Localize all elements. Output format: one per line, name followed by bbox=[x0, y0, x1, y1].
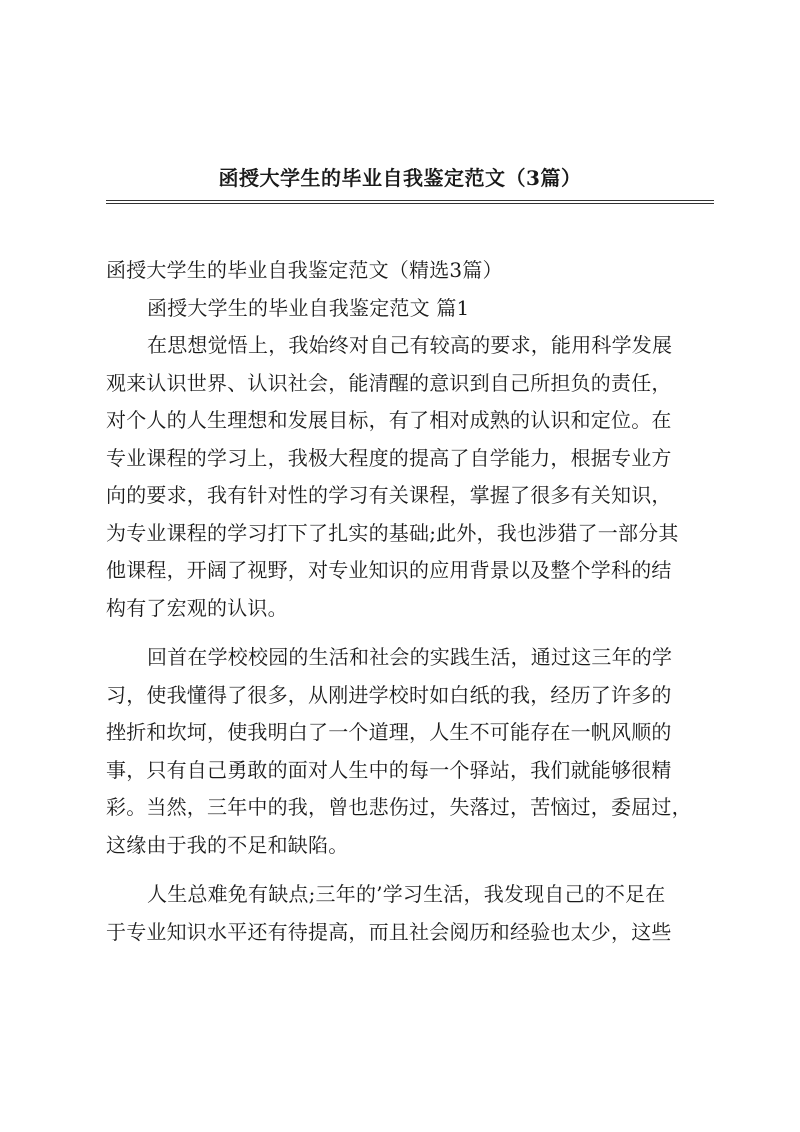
document-subtitle: 函授大学生的毕业自我鉴定范文（精选3篇） bbox=[106, 258, 503, 282]
paragraph-line: 事，只有自己勇敢的面对人生中的每一个驿站，我们就能够很精 bbox=[106, 757, 672, 782]
paragraph-line: 这缘由于我的不足和缺陷。 bbox=[106, 832, 349, 857]
paragraph-line: 人生总难免有缺点;三年的’学习生活，我发现自己的不足在 bbox=[147, 882, 666, 906]
paragraph-line: 为专业课程的学习打下了扎实的基础;此外，我也涉猎了一部分其 bbox=[106, 520, 679, 545]
paragraph-line: 观来认识世界、认识社会，能清醒的意识到自己所担负的责任， bbox=[106, 370, 672, 395]
paragraph-line: 在思想觉悟上，我始终对自己有较高的要求，能用科学发展 bbox=[147, 333, 673, 357]
section-heading: 函授大学生的毕业自我鉴定范文 篇1 bbox=[147, 295, 470, 320]
paragraph-gap bbox=[106, 864, 714, 876]
paragraph-line: 向的要求，我有针对性的学习有关课程，掌握了很多有关知识， bbox=[106, 483, 672, 507]
paragraph-line: 习，使我懂得了很多，从刚进学校时如白纸的我，经历了许多的 bbox=[106, 682, 672, 707]
paragraph-2 bbox=[106, 639, 714, 864]
title-divider bbox=[106, 200, 714, 204]
paragraph-1 bbox=[106, 327, 714, 627]
paragraph-line: 彩。当然，三年中的我，曾也悲伤过，失落过，苦恼过，委屈过， bbox=[106, 795, 692, 819]
paragraph-line: 回首在学校校园的生活和社会的实践生活，通过这三年的学 bbox=[147, 645, 673, 669]
document-body bbox=[106, 252, 714, 951]
page-title: 函授大学生的毕业自我鉴定范文（3篇） bbox=[218, 166, 582, 190]
paragraph-3 bbox=[106, 876, 714, 951]
paragraph-gap bbox=[106, 627, 714, 639]
paragraph-line: 他课程，开阔了视野，对专业知识的应用背景以及整个学科的结 bbox=[106, 558, 672, 582]
paragraph-line: 专业课程的学习上，我极大程度的提高了自学能力，根据专业方 bbox=[106, 445, 672, 470]
paragraph-line: 于专业知识水平还有待提高，而且社会阅历和经验也太少，这些 bbox=[106, 919, 672, 944]
paragraph-line: 挫折和坎坷，使我明白了一个道理，人生不可能存在一帆风顺的 bbox=[106, 720, 672, 744]
paragraph-line: 构有了宏观的认识。 bbox=[106, 595, 288, 620]
paragraph-line: 对个人的人生理想和发展目标，有了相对成熟的认识和定位。在 bbox=[106, 408, 672, 432]
